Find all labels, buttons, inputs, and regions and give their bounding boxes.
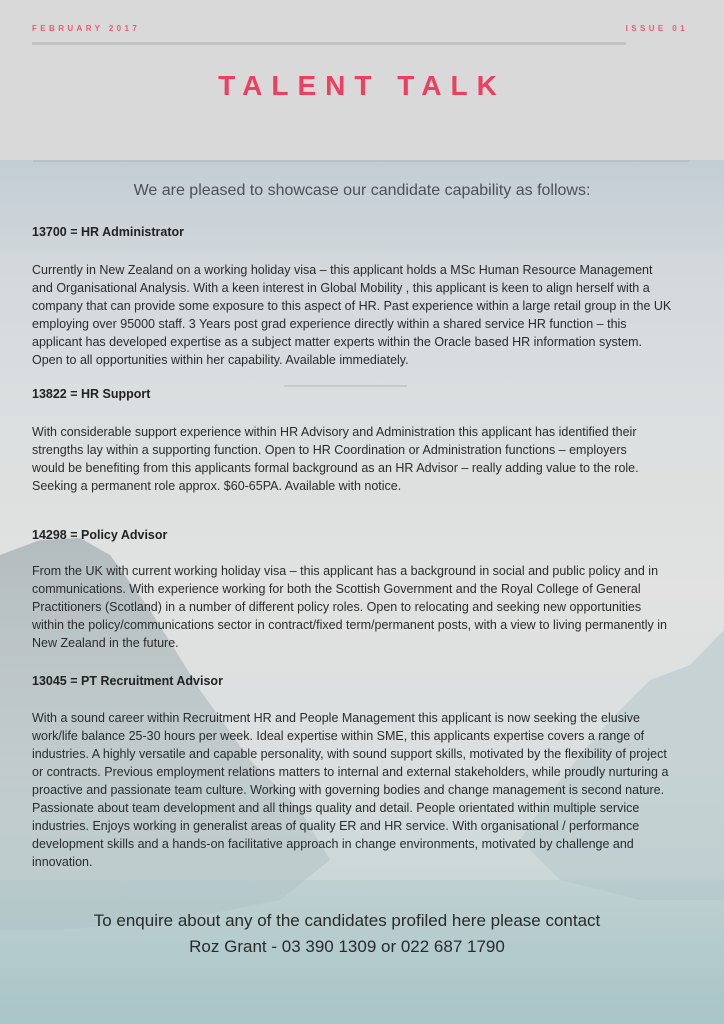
content-top-divider bbox=[33, 160, 690, 162]
newsletter-title: TALENT TALK bbox=[218, 70, 506, 101]
candidate-description: From the UK with current working holiday visa – this applicant has a background in social and public policy and in communications. With experience working for both the Scottish Government and the Royal College of General Practitioners (Scotland) in a number of different policy roles. Open to relocating and seeking new opportunities within the policy/communications sector in contract/fixed term/permanent posts, with a view to living permanently in New Zealand in the future. bbox=[32, 564, 668, 650]
header-divider bbox=[32, 42, 327, 45]
header-divider-right bbox=[327, 42, 626, 45]
issue-date: FEBRUARY 2017 bbox=[32, 24, 141, 33]
contact-line-1: To enquire about any of the candidates profiled here please contact bbox=[93, 911, 601, 930]
newsletter-header bbox=[0, 0, 724, 160]
candidate-heading: 13822 = HR Support bbox=[32, 387, 151, 401]
contact-line-2: Roz Grant - 03 390 1309 or 022 687 1790 bbox=[189, 937, 505, 956]
section-divider bbox=[284, 385, 407, 387]
candidate-description: With a sound career within Recruitment HR and People Management this applicant is now seeking the elusive work/life balance 25-30 hours per week. Ideal expertise within SME, this applicants expertise covers a range of industries. A highly versatile and capable personality, with sound support skills, motivated by the flexibility of project or contracts. Previous employment relations matters to internal and external stakeholders, while proudly nurturing a proactive and passionate team culture. Working with governing bodies and change management is second nature. Passionate about team development and all things quality and detail. People orientated within multiple service industries. Enjoys working in generalist areas of quality ER and HR service. With organisational / performance development skills and a hands-on facilitative approach in change environments, motivated by challenge and innovation. bbox=[32, 711, 669, 869]
content-area bbox=[0, 160, 724, 1024]
candidate-heading: 13700 = HR Administrator bbox=[32, 225, 185, 239]
intro-text: We are pleased to showcase our candidate capability as follows: bbox=[133, 182, 591, 199]
candidate-heading: 13045 = PT Recruitment Advisor bbox=[32, 674, 223, 688]
candidate-description: Currently in New Zealand on a working holiday visa – this applicant holds a MSc Human Resource Management and Organisational Analysis. With a keen interest in Global Mobility , this applicant is keen to align herself with a company that can provide some exposure to this aspect of HR. Past experience within a large retail group in the UK employing over 95000 staff. 3 Years post grad experience directly within a shared service HR function – this applicant has developed expertise as a subject matter experts within the Oracle based HR information system. Open to all opportunities within her capability. Available immediately. bbox=[32, 263, 672, 367]
candidate-heading: 14298 = Policy Advisor bbox=[32, 528, 168, 542]
issue-number: ISSUE 01 bbox=[625, 24, 688, 33]
candidate-description: With considerable support experience within HR Advisory and Administration this applicant has identified their strengths lay within a supporting function. Open to HR Coordination or Administration functions – employers would be benefiting from this applicants formal background as an HR Advisor – really adding value to the role. Seeking a permanent role approx. $60-65PA. Available with notice. bbox=[32, 425, 639, 493]
contact-info bbox=[0, 908, 694, 960]
